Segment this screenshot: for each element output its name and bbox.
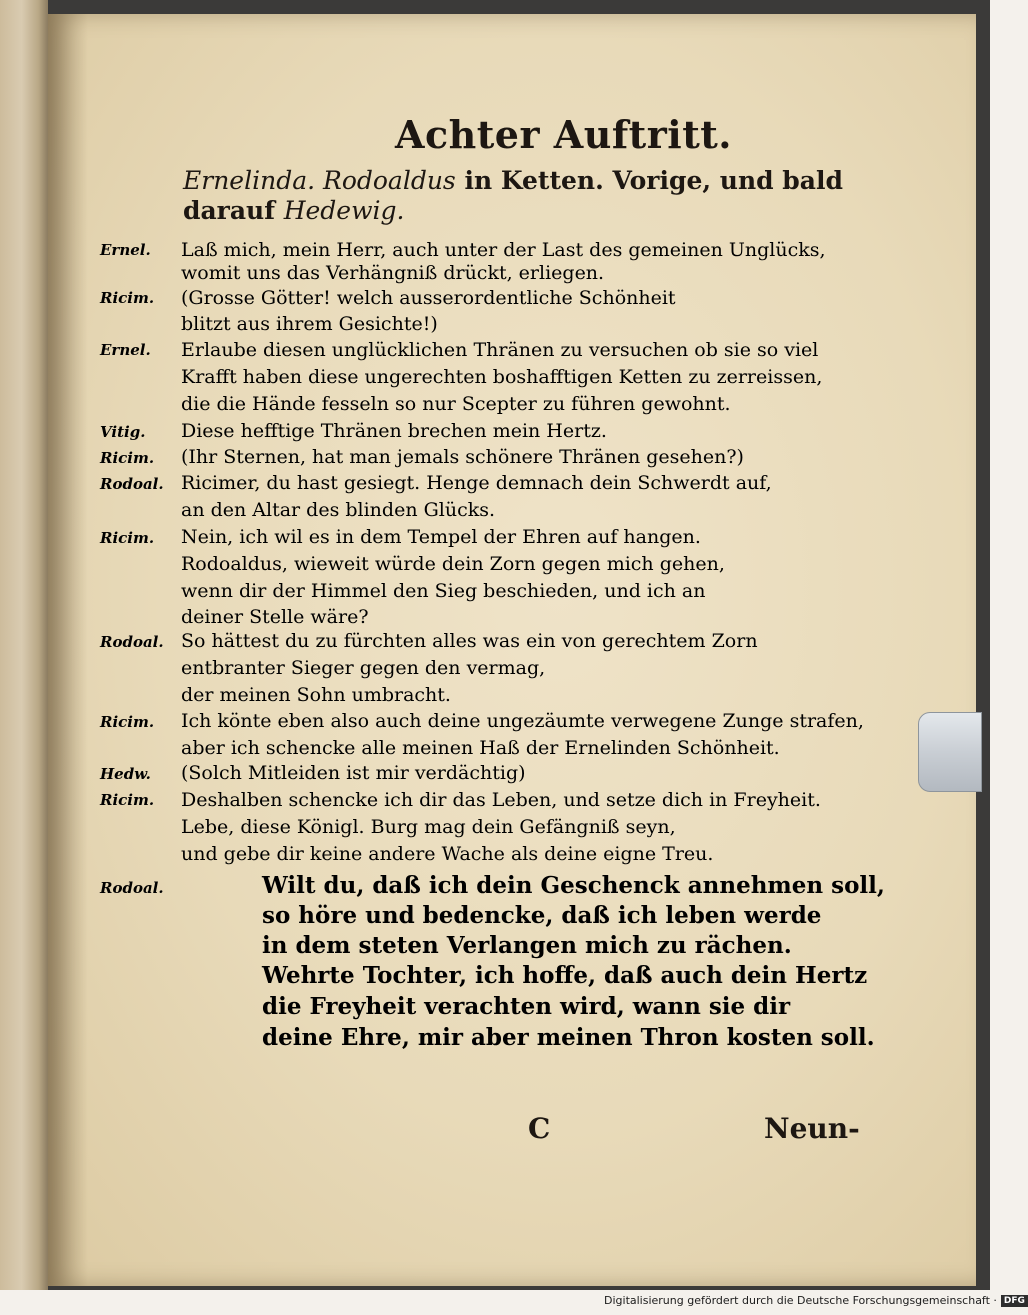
speech-line: Erlaube diesen unglücklichen Thränen zu versuchen ob sie so viel	[181, 339, 819, 361]
speaker-label: Ricim.	[100, 791, 155, 809]
speaker-label: Vitig.	[100, 423, 146, 441]
speech-line: aber ich schencke alle meinen Haß der Ernelinden Schönheit.	[181, 737, 780, 759]
dfg-logo: DFG	[1001, 1295, 1028, 1307]
speech-line: der meinen Sohn umbracht.	[181, 684, 451, 706]
cast-hedewig: Hedewig.	[283, 196, 405, 225]
speech-line: womit uns das Verhängniß drückt, erliegen.	[181, 262, 605, 284]
speech-line: Diese hefftige Thränen brechen mein Hertz.	[181, 420, 607, 442]
speech-line: Laß mich, mein Herr, auch unter der Last des gemeinen Unglücks,	[181, 239, 826, 261]
speech-line: Ich könte eben also auch deine ungezäumte verwegene Zunge strafen,	[181, 710, 864, 732]
speech-line: (Grosse Götter! welch ausserordentliche Schönheit	[181, 287, 676, 309]
speech-line: Krafft haben diese ungerechten boshafftigen Ketten zu zerreissen,	[181, 366, 823, 388]
speech-line: Rodoaldus, wieweit würde dein Zorn gegen mich gehen,	[181, 553, 725, 575]
speaker-label: Ernel.	[100, 341, 151, 359]
verse-line: Wilt du, daß ich dein Geschenck annehmen soll,	[262, 872, 885, 899]
bookmark-tab	[918, 712, 982, 792]
scene-title: Achter Auftritt.	[395, 112, 733, 157]
speech-line: entbranter Sieger gegen den vermag,	[181, 657, 546, 679]
verse-line: so höre und bedencke, daß ich leben werde	[262, 902, 822, 929]
speech-line: die die Hände fesseln so nur Scepter zu führen gewohnt.	[181, 393, 731, 415]
speech-line: Nein, ich wil es in dem Tempel der Ehren auf hangen.	[181, 526, 701, 548]
speaker-label: Rodoal.	[100, 879, 164, 897]
speech-line: So hättest du zu fürchten alles was ein von gerechtem Zorn	[181, 630, 758, 652]
footer-text: Digitalisierung gefördert durch die Deutsche Forschungsgemeinschaft ·	[604, 1294, 997, 1307]
verse-line: in dem steten Verlangen mich zu rächen.	[262, 932, 792, 959]
speaker-label: Ricim.	[100, 289, 155, 307]
speech-line: deiner Stelle wäre?	[181, 606, 369, 628]
speech-line: Lebe, diese Königl. Burg mag dein Gefängniß seyn,	[181, 816, 676, 838]
cast-list	[183, 166, 873, 226]
verse-line: Wehrte Tochter, ich hoffe, daß auch dein Hertz	[262, 962, 868, 989]
speech-line: (Solch Mitleiden ist mir verdächtig)	[181, 762, 526, 784]
signature-mark: C	[528, 1112, 551, 1145]
speaker-label: Hedw.	[100, 765, 151, 783]
speaker-label: Ricim.	[100, 449, 155, 467]
cast-middle: in Ketten.	[455, 166, 613, 195]
speaker-label: Rodoal.	[100, 633, 164, 651]
speech-line: Deshalben schencke ich dir das Leben, und setze dich in Freyheit.	[181, 789, 821, 811]
speech-line: wenn dir der Himmel den Sieg beschieden, und ich an	[181, 580, 706, 602]
speech-line: an den Altar des blinden Glücks.	[181, 499, 496, 521]
speaker-label: Rodoal.	[100, 475, 164, 493]
speech-line: (Ihr Sternen, hat man jemals schönere Thränen gesehen?)	[181, 446, 744, 468]
left-page-edge	[0, 0, 48, 1290]
verse-line: deine Ehre, mir aber meinen Thron kosten soll.	[262, 1024, 875, 1051]
speech-line: Ricimer, du hast gesiegt. Henge demnach dein Schwerdt auf,	[181, 472, 772, 494]
speaker-label: Ricim.	[100, 529, 155, 547]
cast-names: Ernelinda. Rodoaldus	[183, 166, 456, 195]
cast-rest: Vorige, und bald darauf	[183, 166, 843, 225]
verse-line: die Freyheit verachten wird, wann sie dir	[262, 993, 791, 1020]
speech-line: blitzt aus ihrem Gesichte!)	[181, 313, 438, 335]
gutter-shadow	[48, 14, 88, 1286]
speaker-label: Ricim.	[100, 713, 155, 731]
footer-credit	[604, 1294, 1028, 1307]
catchword: Neun-	[764, 1112, 860, 1145]
speaker-label: Ernel.	[100, 241, 151, 259]
speech-line: und gebe dir keine andere Wache als deine eigne Treu.	[181, 843, 714, 865]
